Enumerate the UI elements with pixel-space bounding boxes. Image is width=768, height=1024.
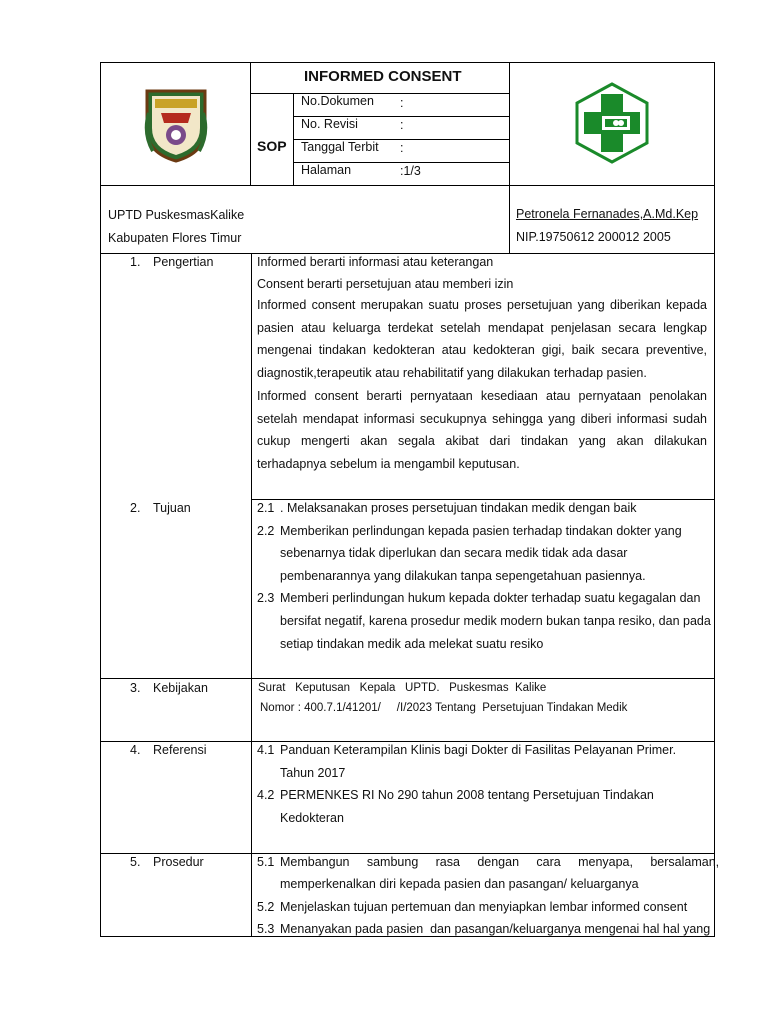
signer-nip: NIP.19750612 200012 2005 (516, 230, 671, 244)
referensi-item-4-1-line-1: Panduan Keterampilan Klinis bagi Dokter di Fasilitas Pelayanan Primer. (280, 743, 677, 757)
referensi-item-4-1-line-2: Tahun 2017 (280, 766, 346, 780)
tujuan-item-num-2-3: 2.3 (257, 591, 275, 605)
section-title-prosedur: Prosedur (153, 855, 204, 869)
signer-name: Petronela Fernanades,A.Md.Kep (516, 207, 699, 221)
section-title-kebijakan: Kebijakan (153, 681, 208, 695)
field-sep-no-dokumen: : (400, 96, 404, 110)
tujuan-item-2-2-line-3: pembenarannya yang dilakukan tanpa sepengetahuan pasiennya. (280, 569, 646, 583)
kebijakan-line-2: Nomor : 400.7.1/41201/ /I/2023 Tentang Persetujuan Tindakan Medik (260, 702, 628, 714)
field-value-halaman: :1/3 (400, 164, 421, 178)
kebijakan-line-1: Surat Keputusan Kepala UPTD. Puskesmas Kalike (258, 682, 547, 694)
section-title-tujuan: Tujuan (153, 501, 191, 515)
tujuan-item-num-2-1: 2.1 (257, 501, 275, 515)
pengertian-line-1: Informed berarti informasi atau keterangan (257, 255, 494, 269)
field-label-tanggal-terbit: Tanggal Terbit (301, 140, 379, 154)
tujuan-item-2-3-line-3: setiap tindakan medik ada melekat suatu resiko (280, 637, 544, 651)
puskesmas-logo (574, 82, 650, 164)
section-title-referensi: Referensi (153, 743, 207, 757)
prosedur-item-num-5-1: 5.1 (257, 855, 275, 869)
section-title-pengertian: Pengertian (153, 255, 214, 269)
tujuan-item-num-2-2: 2.2 (257, 524, 275, 538)
field-sep-no-revisi: : (400, 118, 404, 132)
tujuan-item-2-2-line-1: Memberikan perlindungan kepada pasien terhadap tindakan dokter yang (280, 524, 682, 538)
section-number-2: 2. (130, 501, 141, 515)
org-name: UPTD PuskesmasKalike (108, 208, 245, 222)
section-number-5: 5. (130, 855, 141, 869)
field-sep-tanggal-terbit: : (400, 141, 404, 155)
sop-label: SOP (257, 138, 287, 154)
pengertian-paragraph-2: Informed consent berarti pernyataan kesediaan atau pernyataan penolakan setelah mendapat informasi secukupnya sehingga yang diberi informasi sudah cukup mengerti akan segala akibat dari tindakan yang akan dilakukan terhadapnya sebelum ia mengambil keputusan. (257, 389, 707, 471)
org-regency: Kabupaten Flores Timur (108, 231, 242, 245)
field-label-halaman: Halaman (301, 163, 352, 177)
prosedur-item-num-5-2: 5.2 (257, 900, 275, 914)
section-number-3: 3. (130, 681, 141, 695)
prosedur-item-5-1-line-1: Membangun sambung rasa dengan cara menyapa, bersalaman, (280, 855, 720, 869)
document-title: INFORMED CONSENT (304, 68, 462, 85)
prosedur-item-5-1-line-2: memperkenalkan diri kepada pasien dan pasangan/ keluarganya (280, 877, 639, 891)
referensi-item-4-2-line-2: Kedokteran (280, 811, 344, 825)
prosedur-item-num-5-3: 5.3 (257, 922, 275, 936)
referensi-item-4-2-line-1: PERMENKES RI No 290 tahun 2008 tentang Persetujuan Tindakan (280, 788, 654, 802)
section-number-1: 1. (130, 255, 141, 269)
tujuan-item-2-3-line-1: Memberi perlindungan hukum kepada dokter terhadap suatu kegagalan dan (280, 591, 701, 605)
tujuan-item-2-2-line-2: sebenarnya tidak diperlukan dan secara medik tidak ada dasar (280, 546, 628, 560)
section-number-4: 4. (130, 743, 141, 757)
pengertian-line-2: Consent berarti persetujuan atau memberi izin (257, 277, 514, 291)
referensi-item-num-4-2: 4.2 (257, 788, 275, 802)
prosedur-item-5-3-line-1: Menanyakan pada pasien dan pasangan/keluarganya mengenai hal hal yang (280, 922, 711, 936)
tujuan-item-2-3-line-2: bersifat negatif, karena prosedur medik modern bukan tanpa resiko, dan pada (280, 614, 711, 628)
prosedur-item-5-2-line-1: Menjelaskan tujuan pertemuan dan menyiapkan lembar informed consent (280, 900, 688, 914)
referensi-item-num-4-1: 4.1 (257, 743, 275, 757)
field-label-no-revisi: No. Revisi (301, 117, 358, 131)
regency-crest-logo (141, 83, 211, 163)
tujuan-item-2-1-line-1: . Melaksanakan proses persetujuan tindakan medik dengan baik (280, 501, 637, 515)
field-label-no-dokumen: No.Dokumen (301, 94, 374, 108)
pengertian-paragraph-1: Informed consent merupakan suatu proses persetujuan yang diberikan kepada pasien atau keluarga terdekat setelah mendapat penjelasan secara lengkap mengenai tindakan kedokteran atau kedokteran gigi, baik secara preventive, diagnostik,terapeutik atau rehabilitatif yang dilakukan terhadap pasien. (257, 298, 707, 380)
